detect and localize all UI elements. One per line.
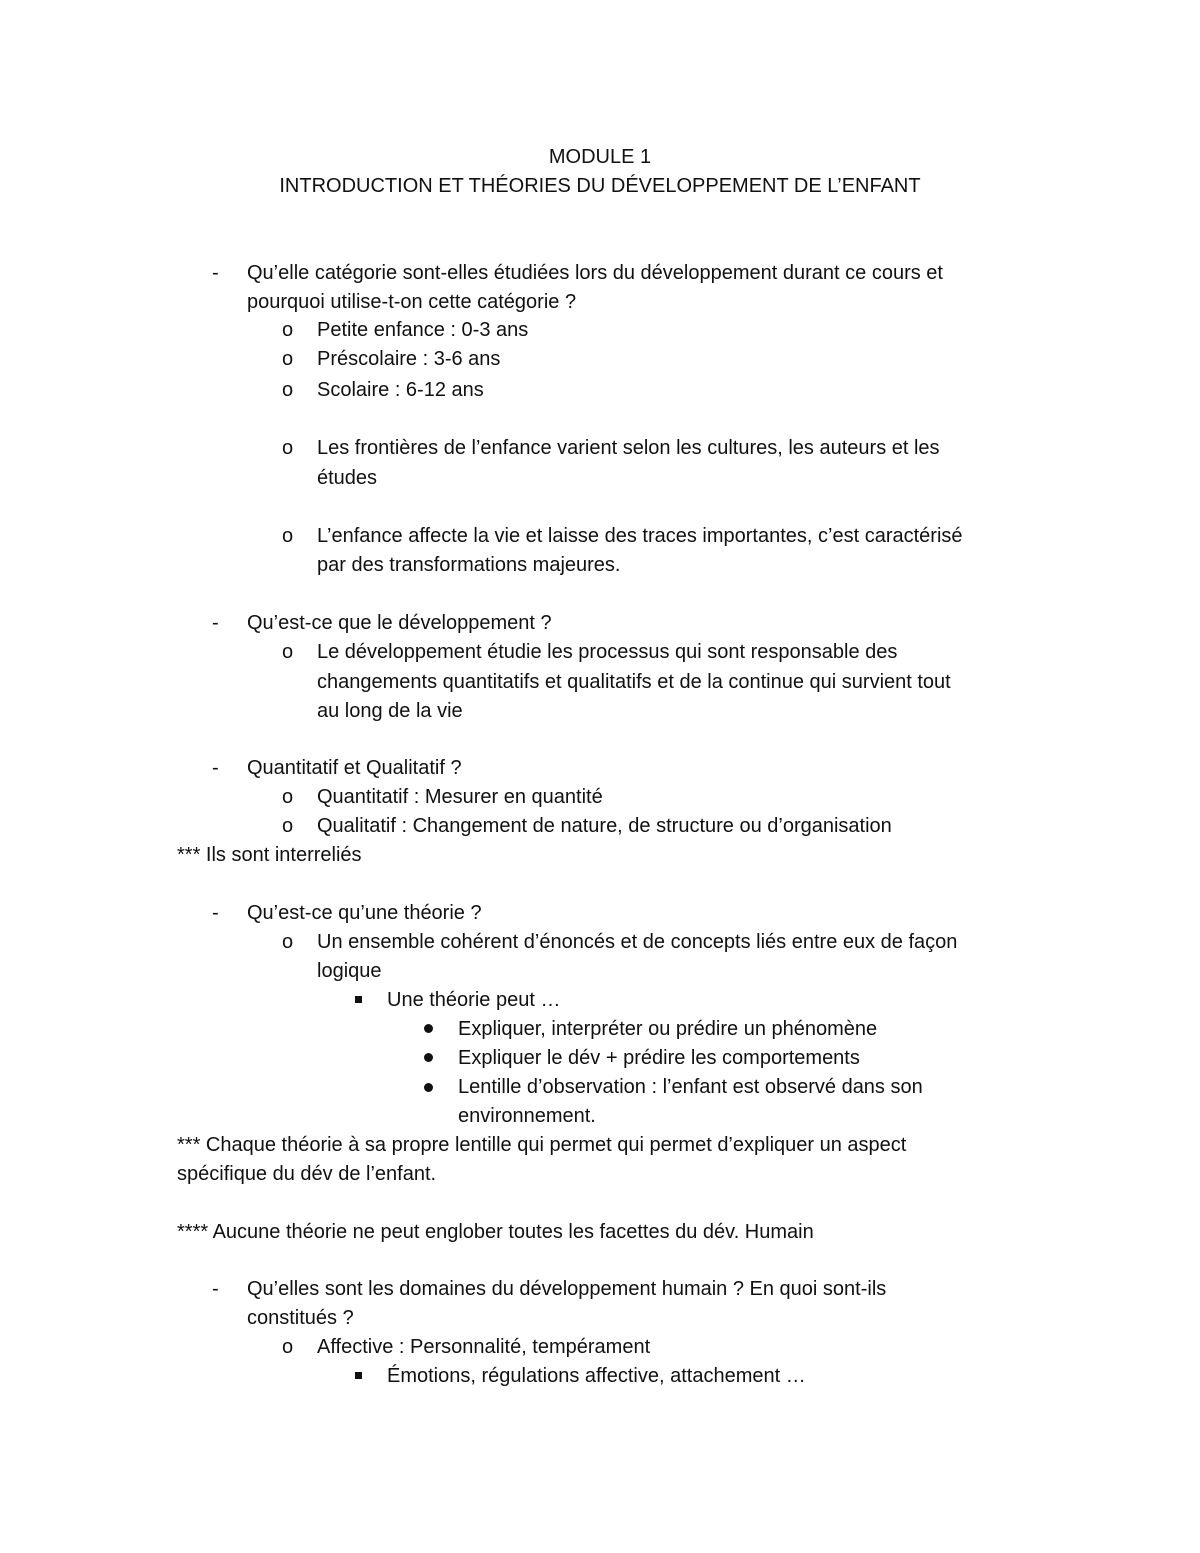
list-item: Un ensemble cohérent d’énoncés et de concepts liés entre eux de façon bbox=[317, 931, 958, 953]
list-item: Quantitatif : Mesurer en quantité bbox=[317, 786, 603, 808]
circle-marker: o bbox=[282, 319, 294, 341]
square-bullet-icon bbox=[355, 1372, 362, 1379]
list-item-continuation: changements quantitatifs et qualitatifs et de la continue qui survient tout bbox=[317, 671, 951, 693]
list-item-continuation: au long de la vie bbox=[317, 700, 463, 722]
question-5-line-2: constitués ? bbox=[247, 1307, 354, 1329]
note: **** Aucune théorie ne peut englober toutes les facettes du dév. Humain bbox=[177, 1221, 814, 1243]
question-2: Qu’est-ce que le développement ? bbox=[247, 612, 552, 634]
list-item-continuation: logique bbox=[317, 960, 382, 982]
question-3: Quantitatif et Qualitatif ? bbox=[247, 757, 462, 779]
circle-marker: o bbox=[282, 786, 294, 808]
list-item: L’enfance affecte la vie et laisse des traces importantes, c’est caractérisé bbox=[317, 525, 963, 547]
question-4: Qu’est-ce qu’une théorie ? bbox=[247, 902, 482, 924]
note-continuation: spécifique du dév de l’enfant. bbox=[177, 1163, 437, 1185]
list-item: Les frontières de l’enfance varient selon les cultures, les auteurs et les bbox=[317, 437, 940, 459]
question-5-line-1: Qu’elles sont les domaines du développement humain ? En quoi sont-ils bbox=[247, 1278, 887, 1300]
dash-marker: - bbox=[212, 757, 219, 779]
bullet-icon bbox=[424, 1083, 433, 1092]
circle-marker: o bbox=[282, 1336, 294, 1358]
sub-item: Émotions, régulations affective, attachement … bbox=[387, 1365, 806, 1387]
circle-marker: o bbox=[282, 931, 294, 953]
dash-marker: - bbox=[212, 1278, 219, 1300]
list-item-continuation: études bbox=[317, 467, 378, 489]
dash-marker: - bbox=[212, 612, 219, 634]
list-item: Affective : Personnalité, tempérament bbox=[317, 1336, 651, 1358]
list-item: Préscolaire : 3-6 ans bbox=[317, 348, 501, 370]
list-item: Le développement étudie les processus qui sont responsable des bbox=[317, 641, 898, 663]
module-subtitle: INTRODUCTION ET THÉORIES DU DÉVELOPPEMENT DE L’ENFANT bbox=[279, 175, 921, 197]
note: *** Ils sont interreliés bbox=[177, 844, 362, 866]
list-item: Petite enfance : 0-3 ans bbox=[317, 319, 529, 341]
list-item-continuation: par des transformations majeures. bbox=[317, 554, 621, 576]
bullet-item: Lentille d’observation : l’enfant est observé dans son bbox=[458, 1076, 923, 1098]
list-item: Scolaire : 6-12 ans bbox=[317, 379, 484, 401]
circle-marker: o bbox=[282, 437, 294, 459]
module-title: MODULE 1 bbox=[548, 146, 652, 168]
bullet-item: Expliquer le dév + prédire les comportements bbox=[458, 1047, 860, 1069]
dash-marker: - bbox=[212, 262, 219, 284]
circle-marker: o bbox=[282, 348, 294, 370]
bullet-icon bbox=[424, 1024, 433, 1033]
circle-marker: o bbox=[282, 379, 294, 401]
list-item: Qualitatif : Changement de nature, de structure ou d’organisation bbox=[317, 815, 892, 837]
square-bullet-icon bbox=[355, 996, 362, 1003]
circle-marker: o bbox=[282, 641, 294, 663]
question-1-line-1: Qu’elle catégorie sont-elles étudiées lors du développement durant ce cours et bbox=[247, 262, 943, 284]
sub-item: Une théorie peut … bbox=[387, 989, 561, 1011]
bullet-item: Expliquer, interpréter ou prédire un phénomène bbox=[458, 1018, 878, 1040]
question-1-line-2: pourquoi utilise-t-on cette catégorie ? bbox=[247, 291, 577, 313]
circle-marker: o bbox=[282, 525, 294, 547]
bullet-item-continuation: environnement. bbox=[458, 1105, 596, 1127]
dash-marker: - bbox=[212, 902, 219, 924]
circle-marker: o bbox=[282, 815, 294, 837]
bullet-icon bbox=[424, 1053, 433, 1062]
note: *** Chaque théorie à sa propre lentille qui permet qui permet d’expliquer un aspect bbox=[177, 1134, 907, 1156]
